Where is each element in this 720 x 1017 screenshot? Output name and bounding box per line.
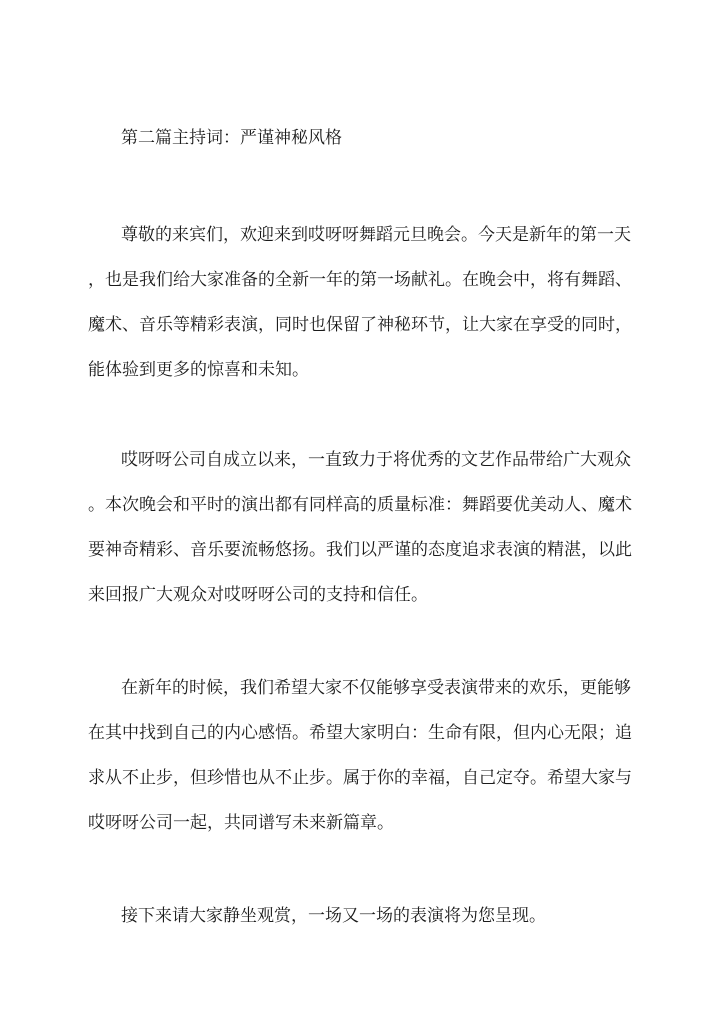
paragraph-line: 求从不止步，但珍惜也从不止步。属于你的幸福，自己定夺。希望大家与 <box>88 768 632 788</box>
paragraph-new-year <box>88 675 638 836</box>
paragraph-line: 哎呀呀公司自成立以来，一直致力于将优秀的文艺作品带给广大观众 <box>121 450 631 470</box>
paragraph-line: 来回报广大观众对哎呀呀公司的支持和信任。 <box>88 585 428 605</box>
paragraph-line: 接下来请大家静坐观赏，一场又一场的表演将为您呈现。 <box>121 906 546 926</box>
document-heading: 第二篇主持词：严谨神秘风格 <box>121 128 342 148</box>
paragraph-closing <box>88 903 638 929</box>
paragraph-line: 在其中找到自己的内心感悟。希望大家明白：生命有限，但内心无限；追 <box>88 723 632 743</box>
paragraph-line: 在新年的时候，我们希望大家不仅能够享受表演带来的欢乐，更能够 <box>121 678 631 698</box>
paragraph-line: ，也是我们给大家准备的全新一年的第一场献礼。在晚会中，将有舞蹈、 <box>88 270 632 290</box>
paragraph-line: 要神奇精彩、音乐要流畅悠扬。我们以严谨的态度追求表演的精湛，以此 <box>88 540 632 560</box>
paragraph-line: 哎呀呀公司一起，共同谱写未来新篇章。 <box>88 813 394 833</box>
paragraph-company <box>88 447 638 608</box>
paragraph-line: 尊敬的来宾们，欢迎来到哎呀呀舞蹈元旦晚会。今天是新年的第一天 <box>121 225 631 245</box>
paragraph-welcome <box>88 222 638 383</box>
paragraph-line: 。本次晚会和平时的演出都有同样高的质量标准：舞蹈要优美动人、魔术 <box>88 495 632 515</box>
paragraph-line: 能体验到更多的惊喜和未知。 <box>88 360 309 380</box>
paragraph-line: 魔术、音乐等精彩表演，同时也保留了神秘环节，让大家在享受的同时， <box>88 315 632 335</box>
